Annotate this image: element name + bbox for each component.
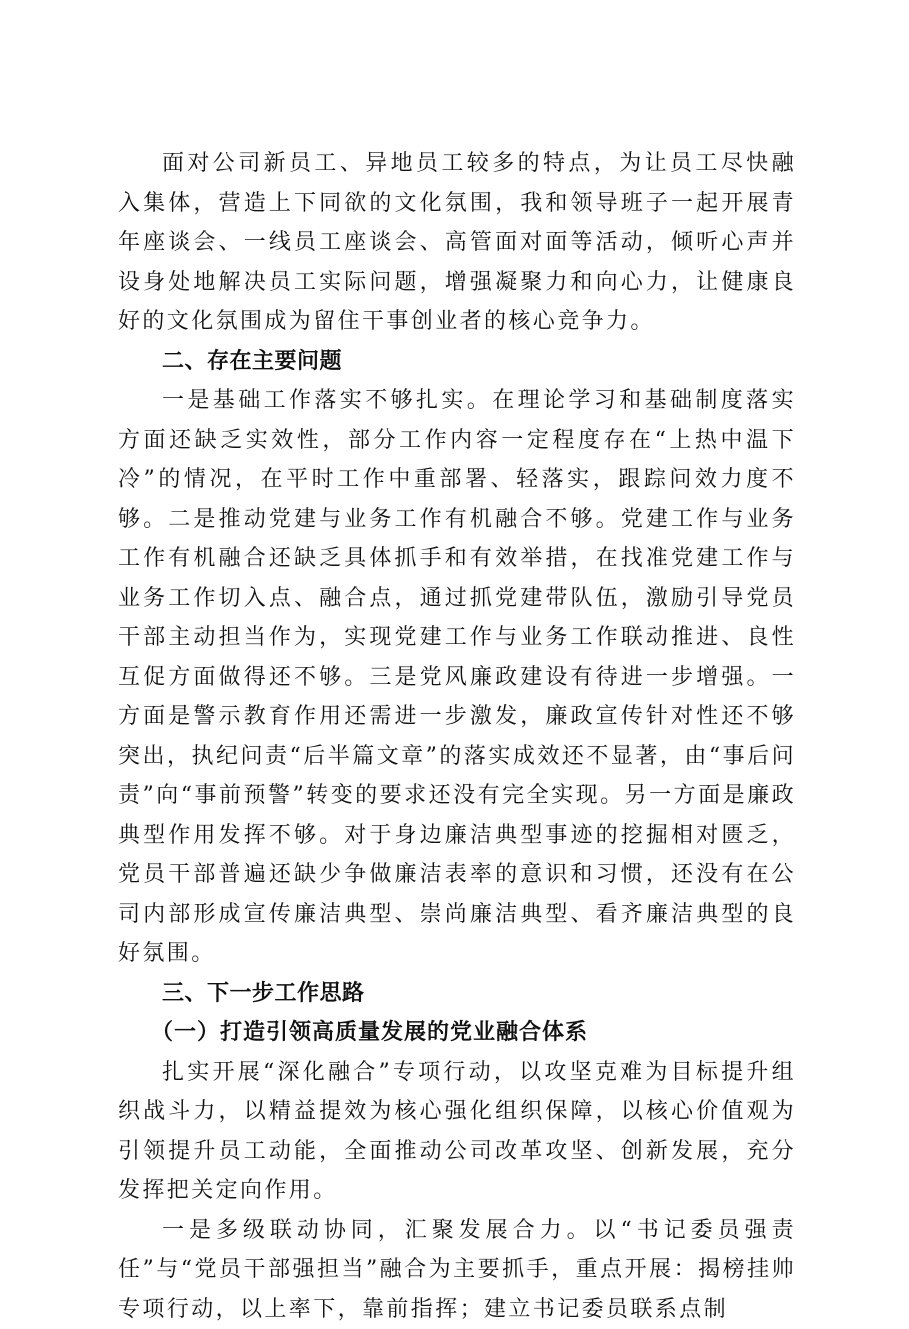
paragraph-integration: 扎实开展“深化融合”专项行动，以攻坚克难为目标提升组织战斗力，以精益提效为核心强化组织保障，以核心价值观为引领提升员工动能，全面推动公司改革攻坚、创新发展，充分发挥把关定向作用。 <box>118 1053 796 1211</box>
subsection-heading-integration: （一）打造引领高质量发展的党业融合体系 <box>118 1013 796 1053</box>
section-heading-next-steps: 三、下一步工作思路 <box>118 974 796 1014</box>
document-body <box>118 144 796 1329</box>
paragraph-coordination: 一是多级联动协同，汇聚发展合力。以“书记委员强责任”与“党员干部强担当”融合为主要抓手，重点开展：揭榜挂帅专项行动，以上率下，靠前指挥；建立书记委员联系点制 <box>118 1211 796 1329</box>
paragraph-problems: 一是基础工作落实不够扎实。在理论学习和基础制度落实方面还缺乏实效性，部分工作内容一定程度存在“上热中温下冷”的情况，在平时工作中重部署、轻落实，跟踪问效力度不够。二是推动党建与业务工作有机融合不够。党建工作与业务工作有机融合还缺乏具体抓手和有效举措，在找准党建工作与业务工作切入点、融合点，通过抓党建带队伍，激励引导党员干部主动担当作为，实现党建工作与业务工作联动推进、良性互促方面做得还不够。三是党风廉政建设有待进一步增强。一方面是警示教育作用还需进一步激发，廉政宣传针对性还不够突出，执纪问责“后半篇文章”的落实成效还不显著，由“事后问责”向“事前预警”转变的要求还没有完全实现。另一方面是廉政典型作用发挥不够。对于身边廉洁典型事迹的挖掘相对匮乏，党员干部普遍还缺少争做廉洁表率的意识和习惯，还没有在公司内部形成宣传廉洁典型、崇尚廉洁典型、看齐廉洁典型的良好氛围。 <box>118 381 796 974</box>
section-heading-problems: 二、存在主要问题 <box>118 342 796 382</box>
paragraph-culture: 面对公司新员工、异地员工较多的特点，为让员工尽快融入集体，营造上下同欲的文化氛围，我和领导班子一起开展青年座谈会、一线员工座谈会、高管面对面等活动，倾听心声并设身处地解决员工实际问题，增强凝聚力和向心力，让健康良好的文化氛围成为留住干事创业者的核心竞争力。 <box>118 144 796 342</box>
